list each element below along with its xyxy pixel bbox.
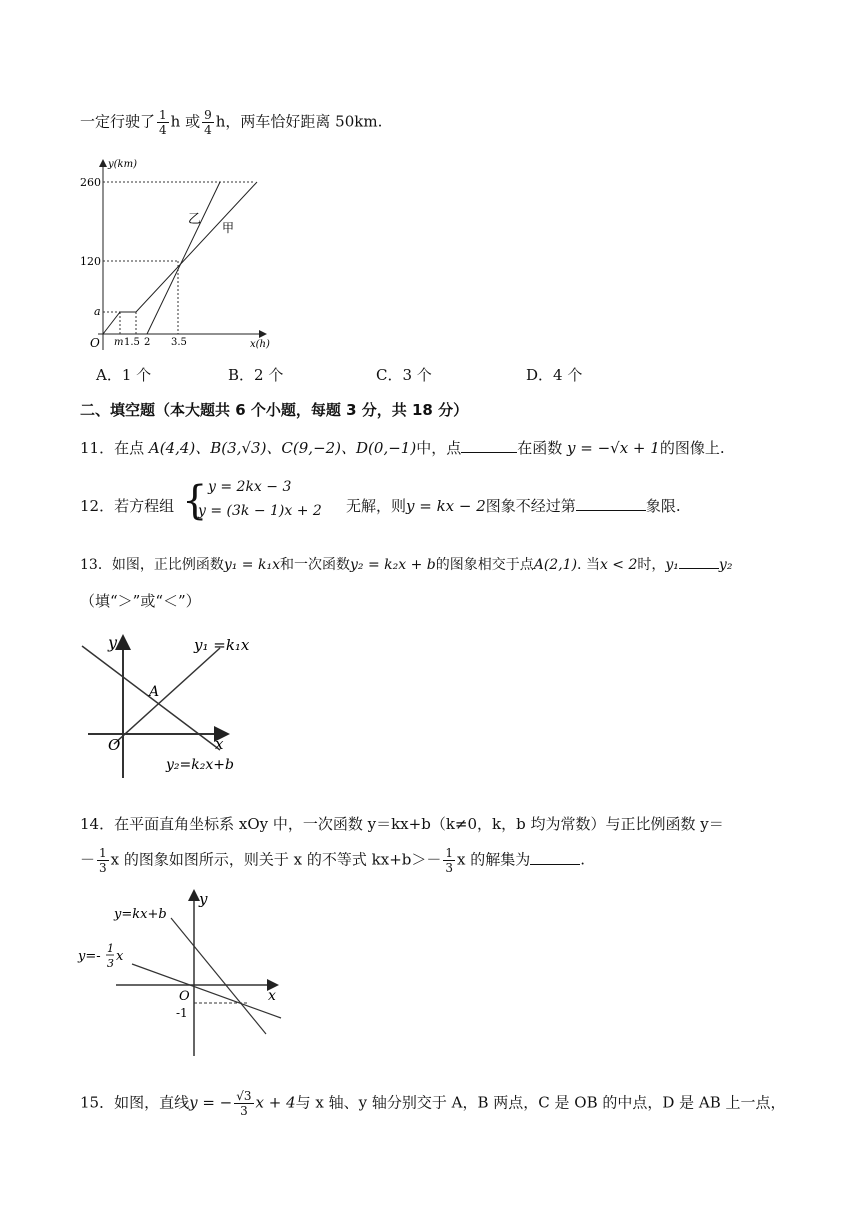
q11-points: A(4,4)、B(3,√3)、C(9,−2)、D(0,−1) <box>148 439 417 457</box>
q10-option-c[interactable]: C．3 个 <box>376 366 432 384</box>
q10-option-a[interactable]: A．1 个 <box>96 366 152 384</box>
line-y1-label: y₁ =k₁x <box>194 636 250 654</box>
section-heading: 二、填空题（本大题共 6 个小题，每题 3 分，共 18 分） <box>80 401 469 419</box>
fraction-nine-quarters: $\frac{9}{4}$ <box>204 108 212 137</box>
answer-blank-12[interactable] <box>576 496 646 511</box>
origin-label: O <box>90 336 100 350</box>
x-axis-label: x(h) <box>250 339 270 350</box>
label-jia: 甲 <box>222 221 235 235</box>
svg-text:x: x <box>116 949 124 964</box>
y-axis-label: y(km) <box>108 159 137 170</box>
q10-tail: 一定行驶了 $\frac{1}{4}$ h 或 $\frac{9}{4}$ h，两车恰好距离 50km. <box>80 108 383 137</box>
question-14-line2: － $\frac{1}{3}$ x 的图象如图所示，则关于 x 的不等式 kx+b＞－ $\frac{1}{3}$ x 的解集为 . <box>80 846 586 875</box>
xtick-2: 2 <box>144 337 151 348</box>
minus-one-label: -1 <box>176 1006 188 1020</box>
x-label: x <box>215 735 224 753</box>
x-label: x <box>268 988 276 1004</box>
q13-hint: （填“＞”或“＜”） <box>80 592 201 610</box>
equation-1: y = 2kx − 3 <box>208 479 292 495</box>
answer-blank-11[interactable] <box>461 438 517 453</box>
xtick-3.5: 3.5 <box>171 337 187 348</box>
answer-blank-14[interactable] <box>530 850 580 865</box>
xtick-1.5: 1.5 <box>124 337 140 348</box>
line-y1 <box>114 648 220 744</box>
line-neg-third-x <box>132 964 281 1018</box>
xtick-m: m <box>114 337 124 348</box>
ytick-a: a <box>94 305 101 318</box>
svg-text:1: 1 <box>107 942 114 955</box>
y-label: y <box>199 890 208 908</box>
svg-text:3: 3 <box>107 957 114 970</box>
label-yi: 乙 <box>188 212 202 227</box>
question-13: 13．如图，正比例函数y₁ = k₁x和一次函数y₂ = k₂x + b的图象相交于点A(2,1). 当x < 2时，y₁ y₂ <box>80 554 732 574</box>
answer-blank-13[interactable] <box>679 554 719 569</box>
line-yi <box>147 182 220 334</box>
ytick-260: 260 <box>80 176 101 189</box>
system-brace: { <box>182 478 208 524</box>
line-jia <box>103 182 257 334</box>
q14-graph <box>76 888 290 1058</box>
line-third-label: y=- <box>78 949 101 964</box>
point-a-label: A <box>149 684 160 700</box>
question-11: 11．在点 A(4,4)、B(3,√3)、C(9,−2)、D(0,−1)中，点 在函数 y = −√x + 1的图像上. <box>80 439 725 457</box>
q11-function: y = −√x + 1 <box>567 439 660 457</box>
y-label: y <box>108 633 118 652</box>
fraction-one-quarter: $\frac{1}{4}$ <box>159 108 167 137</box>
q10-option-b[interactable]: B．2 个 <box>228 366 284 384</box>
question-15: 15．如图，直线y = − $\frac{√3}{3}$ x + 4与 x 轴、y 轴分别交于 A，B 两点，C 是 OB 的中点，D 是 AB 上一点， <box>80 1089 786 1118</box>
origin-label: O <box>179 989 190 1004</box>
q13-graph <box>78 630 268 780</box>
equation-2: y = (3k − 1)x + 2 <box>198 503 322 519</box>
question-14-line1: 14．在平面直角坐标系 xOy 中，一次函数 y＝kx+b（k≠0，k，b 均为常数）与正比例函数 y＝ <box>80 815 724 833</box>
distance-time-graph <box>80 155 280 355</box>
ytick-120: 120 <box>80 255 101 268</box>
q10-option-d[interactable]: D．4 个 <box>526 366 583 384</box>
origin-label: O <box>108 736 121 754</box>
line-y2-label: y₂=k₂x+b <box>166 757 234 773</box>
line-kx-b-label: y=kx+b <box>114 907 167 922</box>
